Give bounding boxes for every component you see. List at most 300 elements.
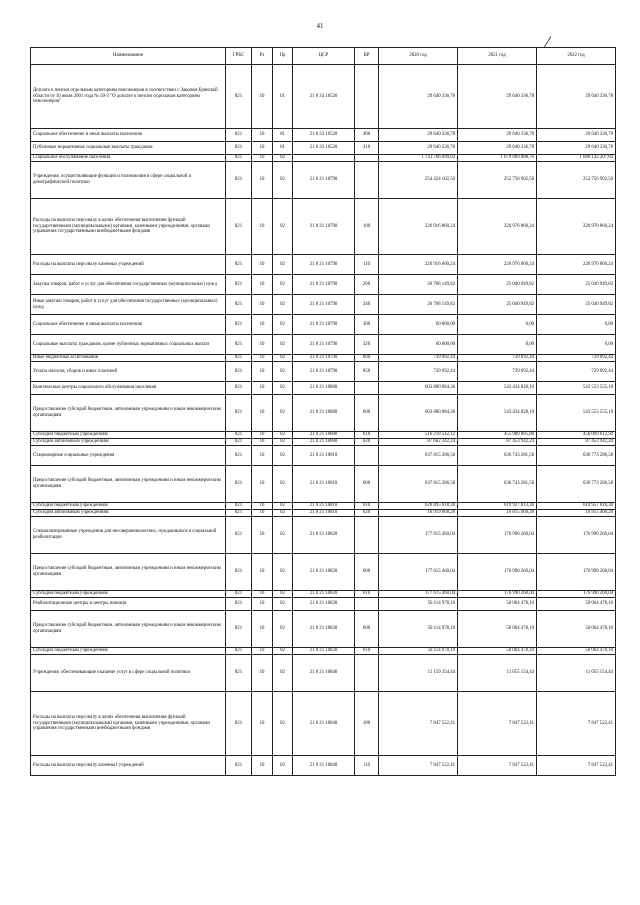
- cell-pr: 02: [273, 591, 293, 598]
- cell-pr: 01: [273, 65, 293, 129]
- table-row: [31, 142, 616, 155]
- cell-csr: 21 0 33 16520: [293, 129, 355, 142]
- cell-2022: 50 064 478,10: [537, 598, 616, 611]
- cell-vr: 600: [355, 554, 379, 591]
- cell-2022: 252 756 902,50: [537, 162, 616, 199]
- cell-grbs: 821: [226, 503, 252, 510]
- cell-rz: 10: [252, 255, 273, 275]
- cell-2021: 543 434 828,10: [458, 395, 537, 432]
- cell-grbs: 821: [226, 295, 252, 315]
- header-2021: 2021 год: [458, 48, 537, 65]
- cell-2020: 87 662 342,24: [379, 439, 458, 446]
- table-row: [31, 466, 616, 503]
- table-row: [31, 611, 616, 648]
- cell-rz: 10: [252, 395, 273, 432]
- budget-table: [30, 47, 616, 776]
- cell-2022: 176 990 260,04: [537, 591, 616, 598]
- cell-name: Социальные выплаты гражданам, кроме публичных нормативных социальных выплат: [31, 335, 226, 355]
- cell-csr: 21 0 21 10840: [293, 756, 355, 776]
- cell-grbs: 821: [226, 756, 252, 776]
- cell-2022: 739 092,44: [537, 355, 616, 362]
- cell-name: Расходы на выплаты персоналу в целях обеспечения выполнения функций государственными (муниципальными) органами, казенными учреждениями, органами управления государственными внебюджетными фондами: [31, 199, 226, 255]
- table-row: [31, 162, 616, 199]
- cell-vr: 600: [355, 395, 379, 432]
- cell-2021: 739 092,44: [458, 355, 537, 362]
- table-row: [31, 446, 616, 466]
- cell-vr: 110: [355, 756, 379, 776]
- cell-csr: 21 0 21 10790: [293, 355, 355, 362]
- cell-2022: 29 640 336,78: [537, 129, 616, 142]
- cell-vr: 600: [355, 611, 379, 648]
- cell-csr: 21 0 33 16520: [293, 142, 355, 155]
- cell-rz: 10: [252, 466, 273, 503]
- cell-rz: 10: [252, 517, 273, 554]
- cell-vr: 850: [355, 362, 379, 382]
- cell-csr: 21 0 21 10810: [293, 503, 355, 510]
- cell-rz: 10: [252, 446, 273, 466]
- cell-2022: 619 957 818,30: [537, 503, 616, 510]
- cell-name: Субсидии бюджетным учреждениям: [31, 503, 226, 510]
- cell-csr: 21 0 33 16520: [293, 65, 355, 129]
- cell-grbs: 821: [226, 517, 252, 554]
- cell-grbs: 821: [226, 446, 252, 466]
- cell-vr: 240: [355, 295, 379, 315]
- cell-pr: 02: [273, 315, 293, 335]
- cell-pr: 02: [273, 335, 293, 355]
- cell-name: Предоставление субсидий бюджетным, автономным учреждениям и иным некоммерческим организациям: [31, 554, 226, 591]
- cell-vr: 100: [355, 199, 379, 255]
- cell-2020: 177 615 460,04: [379, 554, 458, 591]
- table-row: [31, 432, 616, 439]
- cell-csr: 21 0 21 10790: [293, 315, 355, 335]
- cell-2021: 455 980 885,86: [458, 432, 537, 439]
- cell-2021: 226 976 860,24: [458, 255, 537, 275]
- cell-rz: 10: [252, 155, 273, 162]
- cell-2020: 16 919 668,28: [379, 510, 458, 517]
- table-row: [31, 155, 616, 162]
- cell-rz: 10: [252, 162, 273, 199]
- table-row: [31, 655, 616, 692]
- cell-rz: 10: [252, 295, 273, 315]
- cell-2020: 7 847 522,41: [379, 692, 458, 756]
- cell-pr: 02: [273, 439, 293, 446]
- cell-grbs: 821: [226, 611, 252, 648]
- cell-csr: 21 0 21 10790: [293, 199, 355, 255]
- cell-pr: 02: [273, 295, 293, 315]
- table-row: [31, 382, 616, 395]
- cell-grbs: 821: [226, 395, 252, 432]
- cell-2020: 50 114 978,10: [379, 611, 458, 648]
- cell-vr: [355, 598, 379, 611]
- cell-csr: 21 0 21 10840: [293, 655, 355, 692]
- cell-name: Публичные нормативные социальные выплаты гражданам: [31, 142, 226, 155]
- cell-2020: 603 880 884,36: [379, 395, 458, 432]
- table-row: [31, 692, 616, 756]
- cell-rz: 10: [252, 315, 273, 335]
- cell-csr: 21 0 21 10820: [293, 554, 355, 591]
- cell-2022: 50 064 478,10: [537, 611, 616, 648]
- header-pr: Пр: [273, 48, 293, 65]
- cell-pr: 02: [273, 395, 293, 432]
- cell-2022: 25 040 949,82: [537, 295, 616, 315]
- cell-grbs: 821: [226, 554, 252, 591]
- cell-2022: 87 453 942,24: [537, 439, 616, 446]
- cell-pr: 02: [273, 199, 293, 255]
- cell-name: Иные закупки товаров, работ и услуг для обеспечения государственных (муниципальных) нужд: [31, 295, 226, 315]
- table-body: [31, 65, 616, 776]
- cell-rz: 10: [252, 65, 273, 129]
- cell-grbs: 821: [226, 648, 252, 655]
- header-grbs: ГРБС: [226, 48, 252, 65]
- cell-grbs: 821: [226, 432, 252, 439]
- cell-2022: 7 847 522,41: [537, 756, 616, 776]
- cell-csr: 21 0 21 10790: [293, 162, 355, 199]
- cell-vr: 610: [355, 648, 379, 655]
- cell-2022: 29 640 336,78: [537, 65, 616, 129]
- cell-vr: 110: [355, 255, 379, 275]
- table-row: [31, 648, 616, 655]
- cell-name: Учреждения, обеспечивающие оказание услуг в сфере социальной политики: [31, 655, 226, 692]
- cell-2021: 16 815 468,28: [458, 510, 537, 517]
- cell-grbs: 821: [226, 439, 252, 446]
- cell-csr: 21 0 21 10810: [293, 466, 355, 503]
- cell-2020: 26 708 149,82: [379, 275, 458, 295]
- cell-pr: 02: [273, 655, 293, 692]
- cell-csr: 21 0 21 10810: [293, 510, 355, 517]
- cell-2020: 226 916 860,24: [379, 199, 458, 255]
- cell-csr: 21 0 21 10820: [293, 517, 355, 554]
- cell-csr: 21 0 21 10820: [293, 591, 355, 598]
- cell-2021: 25 040 949,82: [458, 275, 537, 295]
- cell-csr: 21 0 21 10810: [293, 446, 355, 466]
- cell-2021: 50 064 478,10: [458, 611, 537, 648]
- cell-2022: 29 640 336,78: [537, 142, 616, 155]
- cell-2022: 50 064 478,10: [537, 648, 616, 655]
- cell-csr: 21 0 21 10830: [293, 611, 355, 648]
- cell-vr: 300: [355, 315, 379, 335]
- cell-2020: 7 847 522,41: [379, 756, 458, 776]
- cell-2020: 603 880 884,36: [379, 382, 458, 395]
- cell-grbs: 821: [226, 315, 252, 335]
- cell-grbs: 821: [226, 335, 252, 355]
- cell-name: Иные бюджетные ассигнования: [31, 355, 226, 362]
- table-row: [31, 362, 616, 382]
- table-row: [31, 591, 616, 598]
- table-header-row: [31, 48, 616, 65]
- cell-2021: 543 434 828,10: [458, 382, 537, 395]
- cell-2020: 637 815 286,58: [379, 446, 458, 466]
- cell-2020: 177 615 460,04: [379, 591, 458, 598]
- cell-2022: 0,00: [537, 315, 616, 335]
- cell-2020: 1 743 766 099,02: [379, 155, 458, 162]
- cell-vr: [355, 155, 379, 162]
- table-row: [31, 199, 616, 255]
- cell-rz: 10: [252, 355, 273, 362]
- table-row: [31, 517, 616, 554]
- cell-rz: 10: [252, 275, 273, 295]
- cell-vr: [355, 517, 379, 554]
- header-rz: Рз: [252, 48, 273, 65]
- cell-pr: 02: [273, 382, 293, 395]
- cell-rz: 10: [252, 382, 273, 395]
- cell-2022: 1 680 142 207,84: [537, 155, 616, 162]
- table-row: [31, 503, 616, 510]
- cell-grbs: 821: [226, 382, 252, 395]
- cell-2020: 29 640 336,78: [379, 129, 458, 142]
- cell-rz: 10: [252, 655, 273, 692]
- cell-2022: 636 773 286,58: [537, 466, 616, 503]
- cell-name: Субсидии бюджетным учреждениям: [31, 591, 226, 598]
- header-vr: ВР: [355, 48, 379, 65]
- cell-csr: 21 0 21 10800: [293, 395, 355, 432]
- cell-pr: 02: [273, 162, 293, 199]
- table-row: [31, 598, 616, 611]
- cell-vr: 600: [355, 466, 379, 503]
- cell-2021: 739 092,44: [458, 362, 537, 382]
- cell-rz: 10: [252, 503, 273, 510]
- cell-rz: 10: [252, 142, 273, 155]
- table-row: [31, 315, 616, 335]
- cell-vr: [355, 162, 379, 199]
- cell-2020: 637 815 286,58: [379, 466, 458, 503]
- cell-2022: 25 040 949,82: [537, 275, 616, 295]
- cell-name: Специализированные учреждения для несовершеннолетних, нуждающихся в социальной реабилитации: [31, 517, 226, 554]
- table-row: [31, 255, 616, 275]
- cell-csr: 21 0 21 10800: [293, 432, 355, 439]
- cell-2021: 176 990 260,04: [458, 517, 537, 554]
- header-name: Наименование: [31, 48, 226, 65]
- header-2020: 2020 год: [379, 48, 458, 65]
- cell-csr: 21 0 21 10790: [293, 362, 355, 382]
- cell-rz: 10: [252, 756, 273, 776]
- cell-2022: 7 847 522,41: [537, 692, 616, 756]
- cell-pr: 02: [273, 611, 293, 648]
- cell-2020: 50 114 978,10: [379, 648, 458, 655]
- cell-rz: 10: [252, 692, 273, 756]
- cell-2020: 254 424 102,50: [379, 162, 458, 199]
- cell-vr: 620: [355, 510, 379, 517]
- cell-2020: 516 218 542,12: [379, 432, 458, 439]
- cell-2021: 29 640 336,78: [458, 129, 537, 142]
- cell-rz: 10: [252, 591, 273, 598]
- cell-name: Субсидии автономным учреждениям: [31, 510, 226, 517]
- table-row: [31, 335, 616, 355]
- cell-2020: 620 895 618,30: [379, 503, 458, 510]
- cell-grbs: 821: [226, 162, 252, 199]
- cell-2022: 176 990 260,04: [537, 554, 616, 591]
- cell-grbs: 821: [226, 65, 252, 129]
- cell-name: Социальное обеспечение и иные выплаты населению: [31, 129, 226, 142]
- cell-2022: 543 553 555,18: [537, 382, 616, 395]
- cell-rz: 10: [252, 439, 273, 446]
- cell-grbs: 821: [226, 510, 252, 517]
- cell-csr: 21 0 21 10790: [293, 255, 355, 275]
- cell-grbs: 821: [226, 355, 252, 362]
- cell-2020: 26 708 149,82: [379, 295, 458, 315]
- cell-vr: 320: [355, 335, 379, 355]
- cell-2020: 177 615 460,04: [379, 517, 458, 554]
- cell-pr: 02: [273, 648, 293, 655]
- cell-grbs: 821: [226, 591, 252, 598]
- table-row: [31, 554, 616, 591]
- cell-pr: 02: [273, 554, 293, 591]
- cell-name: Субсидии бюджетным учреждениям: [31, 432, 226, 439]
- cell-grbs: 821: [226, 466, 252, 503]
- cell-2022: 636 773 286,58: [537, 446, 616, 466]
- cell-name: Предоставление субсидий бюджетным, автономным учреждениям и иным некоммерческим организациям: [31, 395, 226, 432]
- table-row: [31, 756, 616, 776]
- cell-2022: 11 055 154,44: [537, 655, 616, 692]
- table-row: [31, 395, 616, 432]
- cell-vr: 300: [355, 129, 379, 142]
- cell-2021: 11 055 154,44: [458, 655, 537, 692]
- cell-2021: 7 847 522,41: [458, 692, 537, 756]
- cell-vr: 610: [355, 591, 379, 598]
- table-row: [31, 275, 616, 295]
- cell-grbs: 821: [226, 255, 252, 275]
- cell-name: Предоставление субсидий бюджетным, автономным учреждениям и иным некоммерческим организациям: [31, 611, 226, 648]
- cell-rz: 10: [252, 432, 273, 439]
- cell-name: Стационарные социальные учреждения: [31, 446, 226, 466]
- cell-name: Расходы на выплаты персоналу в целях обеспечения выполнения функций государственными (муниципальными) органами, казенными учреждениями, органами управления государственными внебюджетными фондами: [31, 692, 226, 756]
- cell-csr: 21 0 21 10790: [293, 275, 355, 295]
- cell-pr: 02: [273, 155, 293, 162]
- cell-2021: 25 040 949,82: [458, 295, 537, 315]
- table-row: [31, 355, 616, 362]
- cell-rz: 10: [252, 335, 273, 355]
- cell-2021: 87 453 942,24: [458, 439, 537, 446]
- cell-rz: 10: [252, 510, 273, 517]
- cell-2020: 739 092,44: [379, 355, 458, 362]
- cell-2021: 29 640 336,78: [458, 142, 537, 155]
- cell-vr: 610: [355, 432, 379, 439]
- cell-name: Закупка товаров, работ и услуг для обеспечения государственных (муниципальных) нужд: [31, 275, 226, 295]
- cell-2022: 543 553 555,18: [537, 395, 616, 432]
- cell-rz: 10: [252, 611, 273, 648]
- cell-vr: [355, 446, 379, 466]
- cell-grbs: 821: [226, 142, 252, 155]
- cell-vr: [355, 65, 379, 129]
- cell-name: Предоставление субсидий бюджетным, автономным учреждениям и иным некоммерческим организациям: [31, 466, 226, 503]
- cell-name: Учреждения, осуществляющие функции и полномочия в сфере социальной и демографической политики: [31, 162, 226, 199]
- cell-pr: 02: [273, 466, 293, 503]
- cell-2022: 176 990 260,04: [537, 517, 616, 554]
- cell-vr: 100: [355, 692, 379, 756]
- cell-2021: 226 976 860,24: [458, 199, 537, 255]
- cell-2020: 226 916 860,24: [379, 255, 458, 275]
- cell-vr: [355, 382, 379, 395]
- cell-2021: 636 743 281,58: [458, 446, 537, 466]
- cell-csr: 21 0 21 10800: [293, 382, 355, 395]
- cell-pr: 02: [273, 692, 293, 756]
- cell-2021: 636 743 281,58: [458, 466, 537, 503]
- cell-pr: 01: [273, 129, 293, 142]
- cell-2022: 16 815 468,28: [537, 510, 616, 517]
- cell-csr: 21 0 21 10840: [293, 692, 355, 756]
- cell-2021: 0,00: [458, 335, 537, 355]
- cell-2020: 50 114 978,10: [379, 598, 458, 611]
- header-2022: 2022 год: [537, 48, 616, 65]
- cell-csr: 21 0 21 10830: [293, 648, 355, 655]
- header-csr: ЦСР: [293, 48, 355, 65]
- cell-pr: 02: [273, 446, 293, 466]
- cell-pr: 02: [273, 517, 293, 554]
- cell-2021: 50 064 478,10: [458, 648, 537, 655]
- cell-2022: 456 099 612,94: [537, 432, 616, 439]
- cell-2021: 619 927 813,30: [458, 503, 537, 510]
- cell-2021: 50 064 478,10: [458, 598, 537, 611]
- cell-pr: 02: [273, 275, 293, 295]
- cell-grbs: 821: [226, 129, 252, 142]
- cell-vr: 310: [355, 142, 379, 155]
- cell-2021: 1 679 889 088,76: [458, 155, 537, 162]
- cell-pr: 02: [273, 598, 293, 611]
- cell-pr: 02: [273, 503, 293, 510]
- cell-2020: 739 092,44: [379, 362, 458, 382]
- table-row: [31, 295, 616, 315]
- cell-name: Социальное обеспечение и иные выплаты населению: [31, 315, 226, 335]
- table-row: [31, 129, 616, 142]
- cell-grbs: 821: [226, 655, 252, 692]
- cell-2022: 739 092,44: [537, 362, 616, 382]
- cell-2020: 60 000,00: [379, 315, 458, 335]
- cell-2022: 0,00: [537, 335, 616, 355]
- cell-vr: [355, 655, 379, 692]
- cell-rz: 10: [252, 648, 273, 655]
- cell-name: Субсидии бюджетным учреждениям: [31, 648, 226, 655]
- cell-2020: 29 640 336,78: [379, 142, 458, 155]
- cell-grbs: 821: [226, 598, 252, 611]
- cell-rz: 10: [252, 362, 273, 382]
- cell-name: Комплексные центры социального обслуживания населения: [31, 382, 226, 395]
- cell-csr: 21 0 21 10800: [293, 439, 355, 446]
- cell-vr: 620: [355, 439, 379, 446]
- cell-csr: 21 0 21 10790: [293, 295, 355, 315]
- cell-grbs: 821: [226, 275, 252, 295]
- cell-vr: 800: [355, 355, 379, 362]
- cell-2021: 176 990 260,04: [458, 554, 537, 591]
- cell-pr: 02: [273, 432, 293, 439]
- cell-pr: 02: [273, 756, 293, 776]
- cell-name: Расходы на выплаты персоналу казенных учреждений: [31, 756, 226, 776]
- cell-pr: 02: [273, 362, 293, 382]
- cell-rz: 10: [252, 598, 273, 611]
- cell-pr: 01: [273, 142, 293, 155]
- cell-grbs: 821: [226, 362, 252, 382]
- cell-name: Реабилитационные центры и центры помощи: [31, 598, 226, 611]
- cell-rz: 10: [252, 129, 273, 142]
- table-row: [31, 439, 616, 446]
- cell-csr: 21 0 21 10790: [293, 335, 355, 355]
- cell-grbs: 821: [226, 199, 252, 255]
- cell-2020: 60 000,00: [379, 335, 458, 355]
- cell-vr: 610: [355, 503, 379, 510]
- cell-rz: 10: [252, 554, 273, 591]
- cell-2021: 176 990 260,04: [458, 591, 537, 598]
- page-number: 41: [316, 22, 324, 30]
- cell-name: Субсидии автономным учреждениям: [31, 439, 226, 446]
- cell-2022: 226 976 860,24: [537, 199, 616, 255]
- cell-name: Доплата к пенсии отдельным категориям пенсионеров в соответствии с Законом Брянской области от 10 июля 2001 года № 50-З "О доплате к пенсии отдельным категориям пенсионеров": [31, 65, 226, 129]
- cell-csr: 21 0 21 10830: [293, 598, 355, 611]
- cell-2021: 252 756 902,50: [458, 162, 537, 199]
- cell-pr: 02: [273, 355, 293, 362]
- cell-2021: 29 640 336,78: [458, 65, 537, 129]
- cell-name: Расходы на выплаты персоналу казенных учреждений: [31, 255, 226, 275]
- cell-pr: 02: [273, 510, 293, 517]
- cell-2020: 11 159 354,44: [379, 655, 458, 692]
- cell-rz: 10: [252, 199, 273, 255]
